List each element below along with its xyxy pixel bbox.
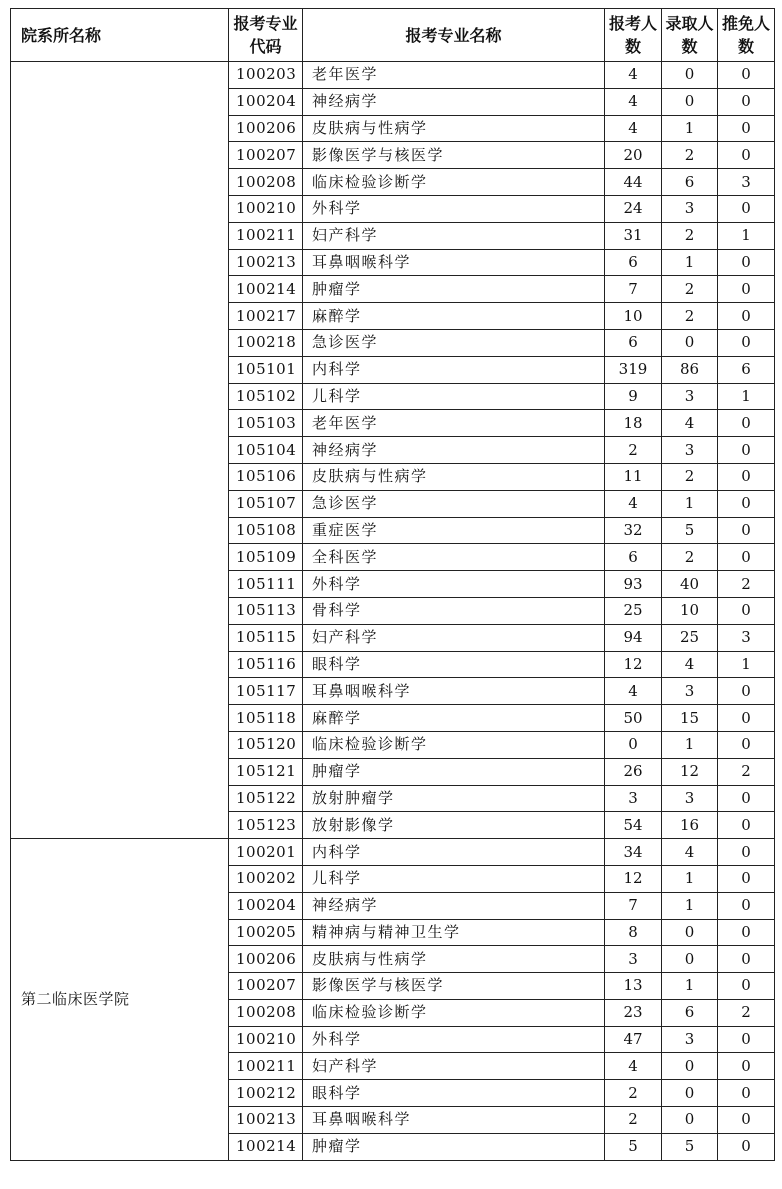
major-name-cell: 精神病与精神卫生学 [303,919,605,946]
major-code-cell: 105107 [229,490,303,517]
admitted-cell: 0 [662,1107,718,1134]
recommended-cell: 0 [718,329,775,356]
recommended-cell: 0 [718,88,775,115]
applicants-cell: 4 [605,115,662,142]
admitted-cell: 1 [662,892,718,919]
admitted-cell: 1 [662,973,718,1000]
major-code-cell: 100202 [229,865,303,892]
major-code-cell: 100208 [229,169,303,196]
admitted-cell: 1 [662,490,718,517]
major-name-cell: 耳鼻咽喉科学 [303,249,605,276]
recommended-cell: 0 [718,303,775,330]
major-code-cell: 100208 [229,999,303,1026]
major-code-cell: 100207 [229,973,303,1000]
admitted-cell: 4 [662,839,718,866]
recommended-cell: 0 [718,946,775,973]
major-code-cell: 105108 [229,517,303,544]
major-code-cell: 105118 [229,705,303,732]
recommended-cell: 0 [718,1026,775,1053]
admitted-cell: 12 [662,758,718,785]
major-code-cell: 100204 [229,88,303,115]
applicants-cell: 18 [605,410,662,437]
recommended-cell: 1 [718,222,775,249]
recommended-cell: 0 [718,785,775,812]
header-recommended: 推免人数 [718,9,775,62]
applicants-cell: 319 [605,356,662,383]
recommended-cell: 0 [718,517,775,544]
applicants-cell: 26 [605,758,662,785]
applicants-cell: 4 [605,62,662,89]
major-name-cell: 妇产科学 [303,1053,605,1080]
admitted-cell: 2 [662,544,718,571]
admitted-cell: 6 [662,999,718,1026]
major-code-cell: 105104 [229,437,303,464]
recommended-cell: 2 [718,758,775,785]
applicants-cell: 2 [605,1080,662,1107]
major-code-cell: 100217 [229,303,303,330]
admitted-cell: 0 [662,946,718,973]
major-code-cell: 105109 [229,544,303,571]
applicants-cell: 7 [605,276,662,303]
applicants-cell: 94 [605,624,662,651]
recommended-cell: 0 [718,276,775,303]
applicants-cell: 6 [605,544,662,571]
major-name-cell: 临床检验诊断学 [303,169,605,196]
major-code-cell: 105103 [229,410,303,437]
major-name-cell: 神经病学 [303,892,605,919]
major-code-cell: 100218 [229,329,303,356]
admitted-cell: 2 [662,463,718,490]
major-code-cell: 100210 [229,195,303,222]
admitted-cell: 1 [662,249,718,276]
major-code-cell: 100210 [229,1026,303,1053]
major-name-cell: 眼科学 [303,1080,605,1107]
header-applicants: 报考人数 [605,9,662,62]
major-name-cell: 眼科学 [303,651,605,678]
major-code-cell: 105111 [229,571,303,598]
major-name-cell: 临床检验诊断学 [303,731,605,758]
major-code-cell: 100203 [229,62,303,89]
major-code-cell: 105121 [229,758,303,785]
applicants-cell: 11 [605,463,662,490]
header-code: 报考专业代码 [229,9,303,62]
major-name-cell: 麻醉学 [303,705,605,732]
major-code-cell: 100212 [229,1080,303,1107]
admitted-cell: 2 [662,303,718,330]
admitted-cell: 25 [662,624,718,651]
applicants-cell: 2 [605,1107,662,1134]
recommended-cell: 0 [718,919,775,946]
admitted-cell: 0 [662,88,718,115]
applicants-cell: 5 [605,1133,662,1160]
major-name-cell: 神经病学 [303,437,605,464]
applicants-cell: 3 [605,946,662,973]
major-name-cell: 放射影像学 [303,812,605,839]
header-admitted: 录取人数 [662,9,718,62]
table-body [11,62,775,1161]
major-name-cell: 皮肤病与性病学 [303,463,605,490]
applicants-cell: 9 [605,383,662,410]
admitted-cell: 5 [662,517,718,544]
recommended-cell: 0 [718,410,775,437]
applicants-cell: 8 [605,919,662,946]
major-code-cell: 105122 [229,785,303,812]
recommended-cell: 0 [718,812,775,839]
major-name-cell: 放射肿瘤学 [303,785,605,812]
major-name-cell: 外科学 [303,571,605,598]
table-row [11,62,775,89]
recommended-cell: 0 [718,839,775,866]
major-code-cell: 100205 [229,919,303,946]
recommended-cell: 3 [718,624,775,651]
major-name-cell: 内科学 [303,839,605,866]
applicants-cell: 4 [605,678,662,705]
admitted-cell: 3 [662,383,718,410]
admitted-cell: 5 [662,1133,718,1160]
major-code-cell: 105123 [229,812,303,839]
major-code-cell: 105106 [229,463,303,490]
recommended-cell: 0 [718,1107,775,1134]
major-name-cell: 临床检验诊断学 [303,999,605,1026]
applicants-cell: 31 [605,222,662,249]
recommended-cell: 2 [718,571,775,598]
admitted-cell: 3 [662,1026,718,1053]
admitted-cell: 1 [662,865,718,892]
applicants-cell: 24 [605,195,662,222]
major-name-cell: 儿科学 [303,865,605,892]
applicants-cell: 47 [605,1026,662,1053]
admitted-cell: 1 [662,115,718,142]
admitted-cell: 2 [662,276,718,303]
major-name-cell: 妇产科学 [303,624,605,651]
applicants-cell: 20 [605,142,662,169]
recommended-cell: 0 [718,865,775,892]
major-name-cell: 神经病学 [303,88,605,115]
admitted-cell: 2 [662,222,718,249]
applicants-cell: 12 [605,651,662,678]
major-code-cell: 105117 [229,678,303,705]
admitted-cell: 4 [662,410,718,437]
major-code-cell: 100213 [229,1107,303,1134]
applicants-cell: 23 [605,999,662,1026]
admitted-cell: 15 [662,705,718,732]
applicants-cell: 0 [605,731,662,758]
recommended-cell: 0 [718,490,775,517]
school-name-cell: 第二临床医学院 [11,839,229,1161]
major-code-cell: 105115 [229,624,303,651]
major-name-cell: 全科医学 [303,544,605,571]
applicants-cell: 50 [605,705,662,732]
admitted-cell: 1 [662,731,718,758]
admitted-cell: 0 [662,1053,718,1080]
recommended-cell: 0 [718,463,775,490]
applicants-cell: 44 [605,169,662,196]
school-name-cell [11,62,229,839]
major-code-cell: 100201 [229,839,303,866]
major-name-cell: 影像医学与核医学 [303,142,605,169]
major-name-cell: 肿瘤学 [303,276,605,303]
major-name-cell: 皮肤病与性病学 [303,115,605,142]
recommended-cell: 1 [718,383,775,410]
admissions-table [10,8,775,1161]
recommended-cell: 0 [718,142,775,169]
major-name-cell: 耳鼻咽喉科学 [303,1107,605,1134]
major-name-cell: 皮肤病与性病学 [303,946,605,973]
applicants-cell: 13 [605,973,662,1000]
admitted-cell: 4 [662,651,718,678]
major-code-cell: 105116 [229,651,303,678]
admissions-table-container [10,8,774,1161]
applicants-cell: 4 [605,1053,662,1080]
table-row [11,839,775,866]
major-name-cell: 骨科学 [303,597,605,624]
applicants-cell: 10 [605,303,662,330]
major-code-cell: 105120 [229,731,303,758]
recommended-cell: 0 [718,678,775,705]
major-code-cell: 100206 [229,946,303,973]
recommended-cell: 0 [718,1053,775,1080]
major-name-cell: 老年医学 [303,62,605,89]
recommended-cell: 0 [718,195,775,222]
admitted-cell: 86 [662,356,718,383]
major-name-cell: 外科学 [303,195,605,222]
recommended-cell: 0 [718,115,775,142]
major-code-cell: 100206 [229,115,303,142]
applicants-cell: 2 [605,437,662,464]
recommended-cell: 0 [718,892,775,919]
major-code-cell: 100211 [229,1053,303,1080]
admitted-cell: 2 [662,142,718,169]
major-code-cell: 100214 [229,1133,303,1160]
header-school: 院系所名称 [11,9,229,62]
applicants-cell: 4 [605,88,662,115]
recommended-cell: 6 [718,356,775,383]
recommended-cell: 0 [718,973,775,1000]
applicants-cell: 54 [605,812,662,839]
major-name-cell: 肿瘤学 [303,758,605,785]
admitted-cell: 3 [662,785,718,812]
admitted-cell: 3 [662,437,718,464]
major-name-cell: 内科学 [303,356,605,383]
recommended-cell: 0 [718,62,775,89]
major-name-cell: 急诊医学 [303,329,605,356]
applicants-cell: 6 [605,329,662,356]
admitted-cell: 3 [662,195,718,222]
recommended-cell: 0 [718,731,775,758]
applicants-cell: 34 [605,839,662,866]
major-name-cell: 急诊医学 [303,490,605,517]
admitted-cell: 0 [662,1080,718,1107]
major-name-cell: 重症医学 [303,517,605,544]
major-code-cell: 100204 [229,892,303,919]
header-major: 报考专业名称 [303,9,605,62]
admitted-cell: 6 [662,169,718,196]
recommended-cell: 1 [718,651,775,678]
applicants-cell: 12 [605,865,662,892]
major-name-cell: 儿科学 [303,383,605,410]
admitted-cell: 0 [662,62,718,89]
admitted-cell: 40 [662,571,718,598]
header-row [11,9,775,62]
applicants-cell: 93 [605,571,662,598]
major-name-cell: 外科学 [303,1026,605,1053]
major-code-cell: 100214 [229,276,303,303]
recommended-cell: 0 [718,1133,775,1160]
major-code-cell: 105102 [229,383,303,410]
major-code-cell: 105113 [229,597,303,624]
major-code-cell: 100213 [229,249,303,276]
recommended-cell: 0 [718,249,775,276]
major-code-cell: 100211 [229,222,303,249]
recommended-cell: 0 [718,437,775,464]
major-code-cell: 105101 [229,356,303,383]
applicants-cell: 4 [605,490,662,517]
recommended-cell: 2 [718,999,775,1026]
recommended-cell: 3 [718,169,775,196]
applicants-cell: 7 [605,892,662,919]
admitted-cell: 0 [662,919,718,946]
major-name-cell: 麻醉学 [303,303,605,330]
recommended-cell: 0 [718,705,775,732]
admitted-cell: 3 [662,678,718,705]
recommended-cell: 0 [718,544,775,571]
recommended-cell: 0 [718,597,775,624]
admitted-cell: 16 [662,812,718,839]
major-name-cell: 影像医学与核医学 [303,973,605,1000]
major-name-cell: 老年医学 [303,410,605,437]
admitted-cell: 10 [662,597,718,624]
major-name-cell: 妇产科学 [303,222,605,249]
applicants-cell: 6 [605,249,662,276]
applicants-cell: 32 [605,517,662,544]
applicants-cell: 3 [605,785,662,812]
admitted-cell: 0 [662,329,718,356]
major-name-cell: 耳鼻咽喉科学 [303,678,605,705]
applicants-cell: 25 [605,597,662,624]
recommended-cell: 0 [718,1080,775,1107]
major-name-cell: 肿瘤学 [303,1133,605,1160]
major-code-cell: 100207 [229,142,303,169]
